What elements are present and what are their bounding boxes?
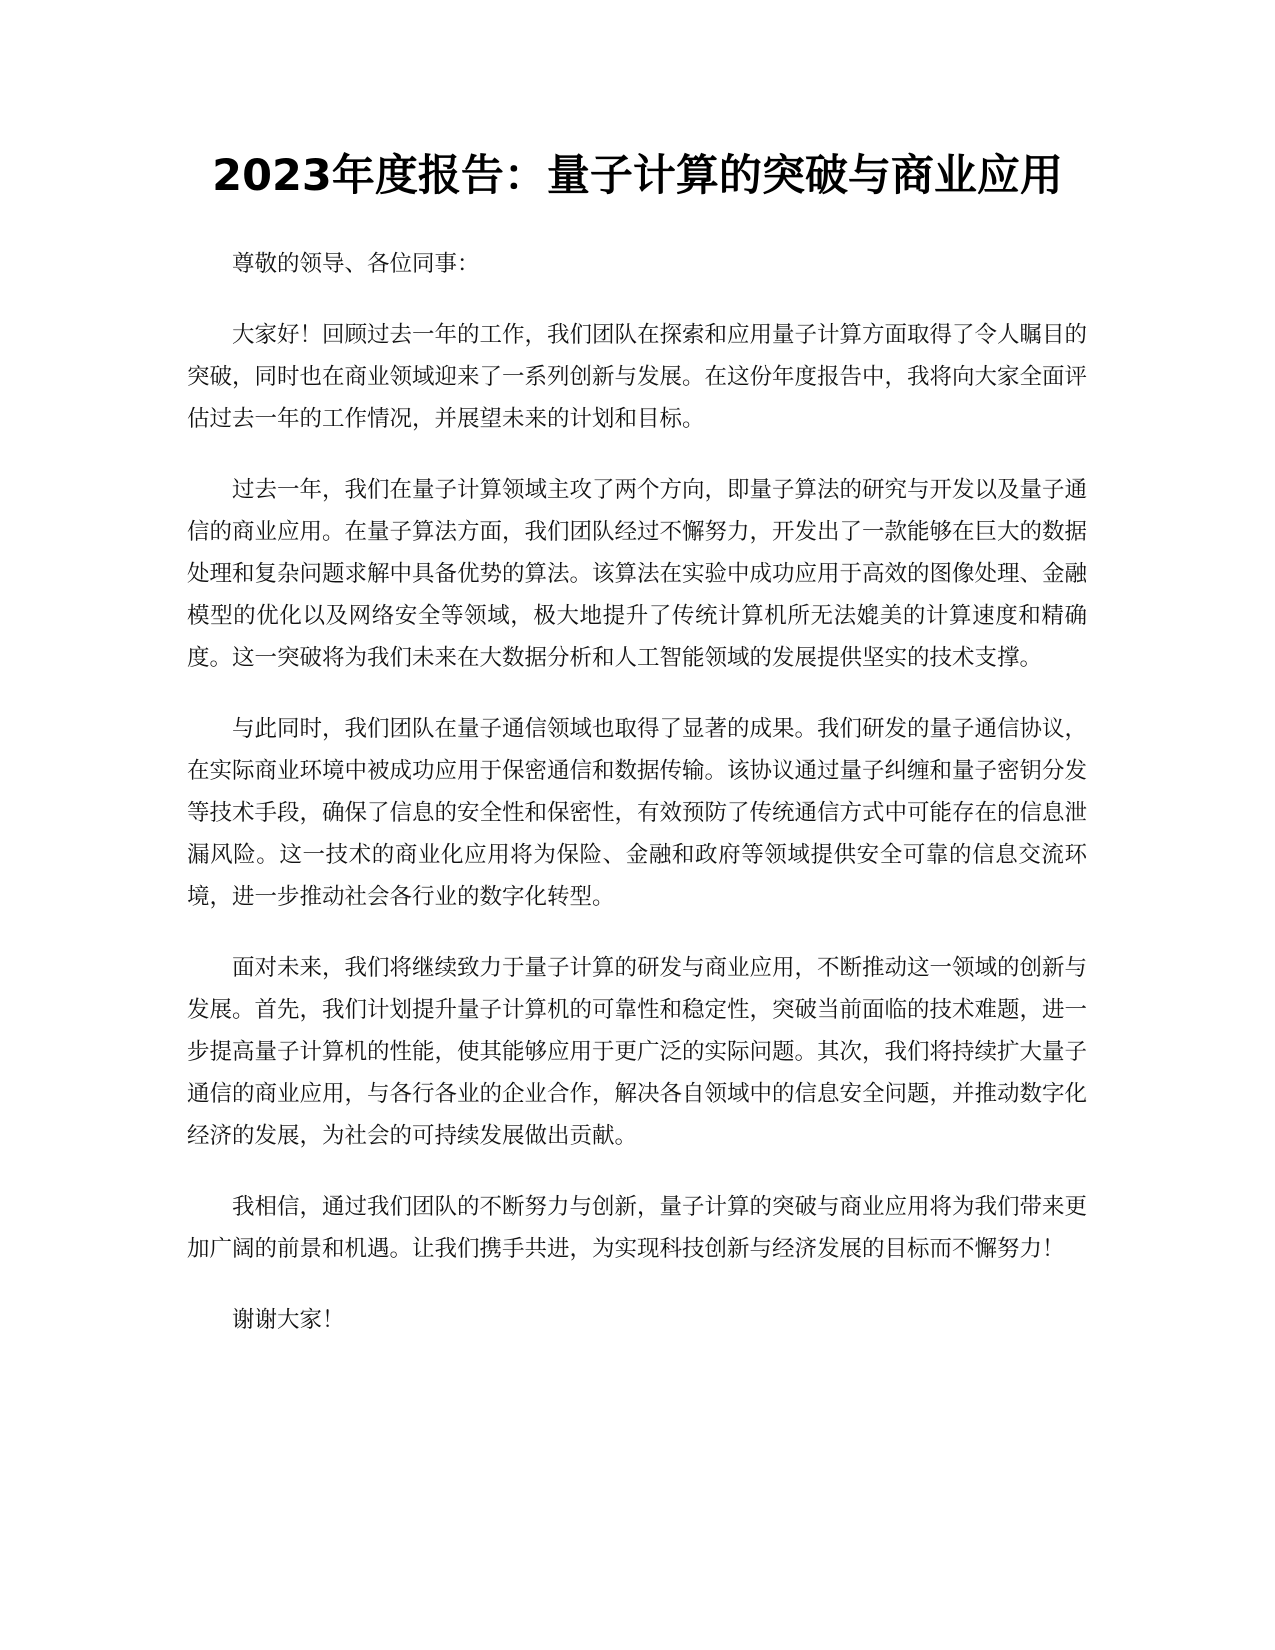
paragraph-communication: 与此同时，我们团队在量子通信领域也取得了显著的成果。我们研发的量子通信协议，在实际商业环境中被成功应用于保密通信和数据传输。该协议通过量子纠缠和量子密钥分发等技术手段，确保了信息的安全性和保密性，有效预防了传统通信方式中可能存在的信息泄漏风险。这一技术的商业化应用将为保险、金融和政府等领域提供安全可靠的信息交流环境，进一步推动社会各行业的数字化转型。 [187, 716, 1088, 910]
paragraph-future: 面对未来，我们将继续致力于量子计算的研发与商业应用，不断推动这一领域的创新与发展。首先，我们计划提升量子计算机的可靠性和稳定性，突破当前面临的技术难题，进一步提高量子计算机的性能，使其能够应用于更广泛的实际问题。其次，我们将持续扩大量子通信的商业应用，与各行各业的企业合作，解决各自领域中的信息安全问题，并推动数字化经济的发展，为社会的可持续发展做出贡献。 [187, 955, 1088, 1149]
paragraph-algorithms: 过去一年，我们在量子计算领域主攻了两个方向，即量子算法的研究与开发以及量子通信的商业应用。在量子算法方面，我们团队经过不懈努力，开发出了一款能够在巨大的数据处理和复杂问题求解中具备优势的算法。该算法在实验中成功应用于高效的图像处理、金融模型的优化以及网络安全等领域，极大地提升了传统计算机所无法媲美的计算速度和精确度。这一突破将为我们未来在大数据分析和人工智能领域的发展提供坚实的技术支撑。 [187, 477, 1088, 671]
paragraph-closing: 我相信，通过我们团队的不断努力与创新，量子计算的突破与商业应用将为我们带来更加广阔的前景和机遇。让我们携手共进，为实现科技创新与经济发展的目标而不懈努力！ [187, 1194, 1088, 1262]
thanks: 谢谢大家！ [232, 1307, 345, 1333]
document-body [187, 243, 1087, 1370]
page-title: 2023年度报告：量子计算的突破与商业应用 [212, 151, 1063, 201]
salutation: 尊敬的领导、各位同事： [232, 251, 480, 277]
paragraph-intro: 大家好！回顾过去一年的工作，我们团队在探索和应用量子计算方面取得了令人瞩目的突破，同时也在商业领域迎来了一系列创新与发展。在这份年度报告中，我将向大家全面评估过去一年的工作情况，并展望未来的计划和目标。 [187, 322, 1088, 432]
